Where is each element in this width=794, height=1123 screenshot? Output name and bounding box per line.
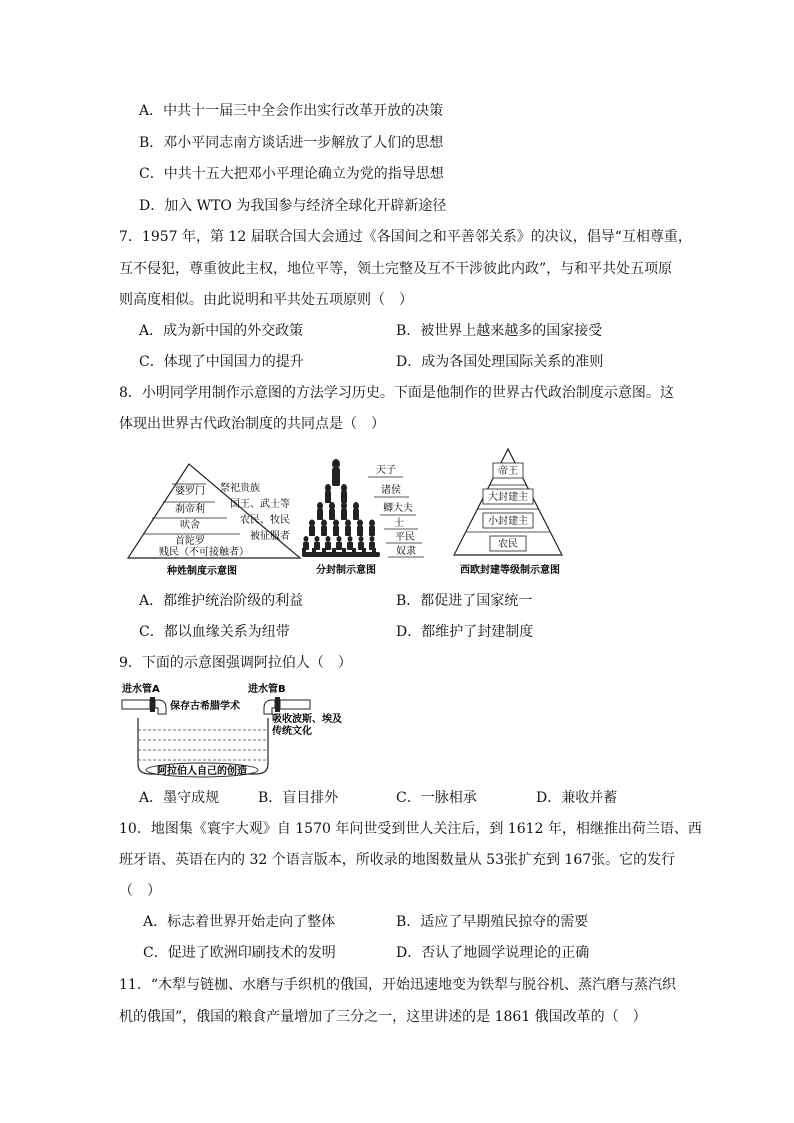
q10-stem-line3: （ ） [119,883,161,899]
q6-option-d: D．加入 WTO 为我国参与经济全球化开辟新途径 [139,198,447,214]
enfeoffment-level-2: 诸侯 [381,485,401,496]
q7-option-c: C．体现了中国国力的提升 [139,354,304,370]
q7-stem-line2: 互不侵犯，尊重彼此主权，地位平等，领土完整及互不干涉彼此内政”，与和平共处五项原 [119,261,673,277]
q10-option-c: C．促进了欧洲印刷技术的发明 [143,945,336,961]
pipe-a-label: 进水管A [122,684,160,695]
q10-stem-line2: 班牙语、英语在内的 32 个语言版本，所收录的地图数量从 53张扩充到 167张。它的发行 [119,852,676,868]
feudal-caption: 西欧封建等级制示意图 [460,565,560,576]
q10-option-b: B．适应了早期殖民掠夺的需要 [396,914,589,930]
enfeoffment-level-5: 平民 [395,532,415,543]
enfeoffment-level-3: 卿大夫 [383,503,413,514]
enfeoffment-diagram [298,456,428,577]
feudal-level-2: 大封建主 [488,492,528,503]
feudal-level-3: 小封建主 [488,516,528,527]
pipe-b-desc-2: 传统文化 [272,726,312,737]
q8-option-d: D．都维护了封建制度 [396,624,534,640]
caste-level-1: 婆罗门 [175,486,205,497]
q6-option-a: A．中共十一届三中全会作出实行改革开放的决策 [139,103,444,119]
pipe-b-label: 进水管B [248,684,286,695]
q8-stem-line2: 体现出世界古代政治制度的共同点是（ ） [119,416,385,432]
caste-level-2: 刹帝利 [175,504,205,515]
caste-level-5: 贱民（不可接触者） [159,547,249,558]
q7-option-d: D．成为各国处理国际关系的准则 [396,354,604,370]
q6-option-b: B．邓小平同志南方谈话进一步解放了人们的思想 [139,135,444,151]
q9-stem: 9．下面的示意图强调阿拉伯人（ ） [119,655,352,671]
q6-option-c: C．中共十五大把邓小平理论确立为党的指导思想 [139,166,444,182]
enfeoffment-level-1: 天子 [376,465,396,476]
caste-note-4: 被征服者 [250,531,290,542]
enfeoffment-level-4: 士 [394,518,404,529]
q11-stem-line2: 机的俄国”，俄国的粮食产量增加了三分之一，这里讲述的是 1861 俄国改革的（ ） [119,1009,647,1025]
feudal-level-4: 农民 [498,539,518,550]
figurine-group [302,459,380,557]
q10-stem-line1: 10．地图集《寰宇大观》自 1570 年问世受到世人关注后，到 1612 年，相继推出荷兰语、西 [119,821,702,837]
q7-stem-line1: 7．1957 年，第 12 届联合国大会通过《各国间之和平善邻关系》的决议，倡导“互相尊重， [119,229,692,245]
q10-option-a: A．标志着世界开始走向了整体 [143,914,336,930]
q8-stem-line1: 8．小明同学用制作示意图的方法学习历史。下面是他制作的世界古代政治制度示意图。这 [119,385,674,401]
caste-note-2: 国王、武士等 [230,499,290,510]
q7-stem-line3: 则高度相似。由此说明和平共处五项原则（ ） [119,292,413,308]
water-tank-diagram [120,680,360,780]
q7-option-b: B．被世界上越来越多的国家接受 [396,323,603,339]
feudal-level-1: 帝王 [498,466,518,477]
q7-option-a: A．成为新中国的外交政策 [139,323,304,339]
q8-option-c: C．都以血缘关系为纽带 [139,624,290,640]
caste-note-1: 祭祀贵族 [220,483,260,494]
q9-option-c: C．一脉相承 [396,790,477,806]
q9-option-a: A．墨守成规 [139,790,220,806]
caste-caption: 种姓制度示意图 [167,566,237,577]
caste-system-diagram [124,462,304,577]
caste-level-3: 吠舍 [180,520,200,531]
caste-level-4: 首陀罗 [175,536,205,547]
q9-option-d: D．兼收并蓄 [536,790,618,806]
tank-bottom-label: 阿拉伯人自己的创造 [157,766,247,777]
q9-option-b: B．盲目排外 [258,790,339,806]
enfeoffment-caption: 分封制示意图 [316,565,376,576]
pipe-a-desc: 保存古希腊学术 [170,701,240,712]
q8-option-b: B．都促进了国家统一 [396,593,533,609]
caste-note-3: 农民、牧民 [240,515,290,526]
q10-option-d: D．否认了地圆学说理论的正确 [396,945,590,961]
q11-stem-line1: 11．“木犁与链枷、水磨与手织机的俄国，开始迅速地变为铁犁与脱谷机、蒸汽磨与蒸汽织 [119,977,676,993]
pipe-b-desc-1: 吸收波斯、埃及 [272,714,342,725]
feudal-hierarchy-diagram [448,447,578,577]
q8-option-a: A．都维护统治阶级的利益 [139,593,304,609]
enfeoffment-level-6: 奴隶 [396,546,416,557]
